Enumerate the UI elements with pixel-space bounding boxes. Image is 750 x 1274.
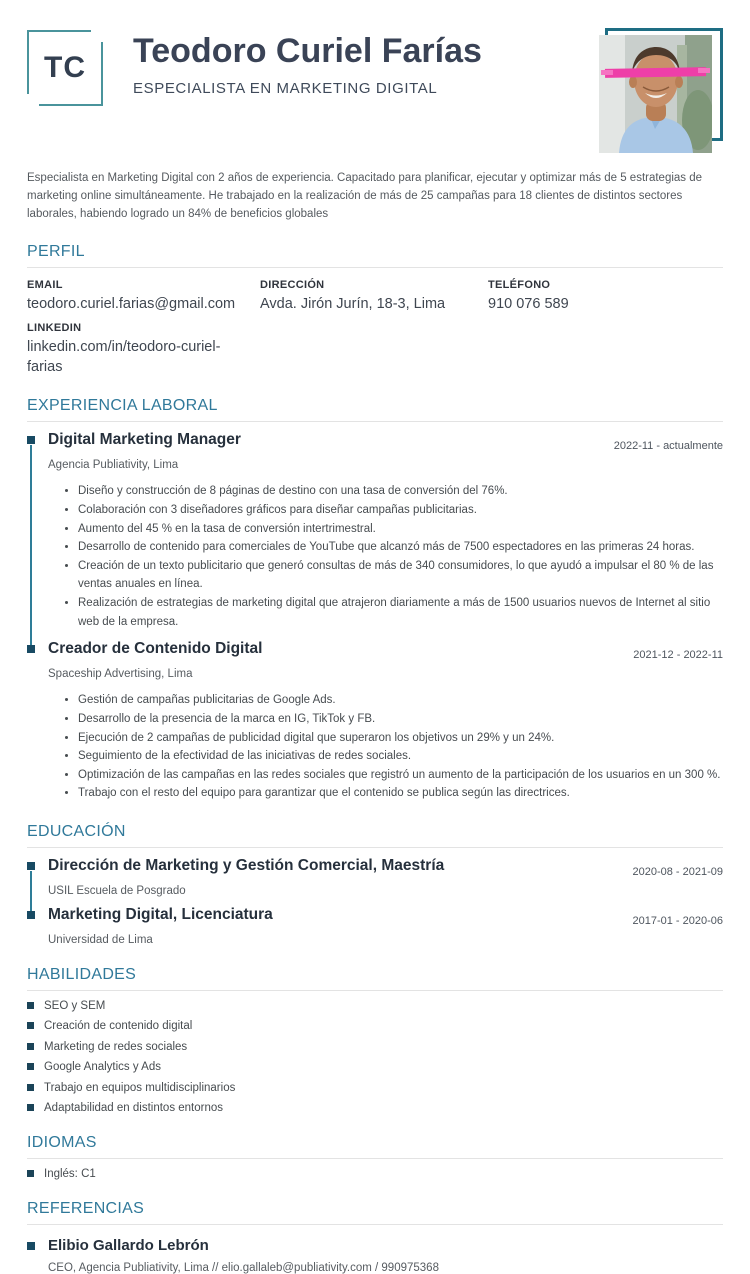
- job-title: Creador de Contenido Digital: [48, 640, 263, 658]
- perfil-col-direccion: [260, 279, 488, 377]
- skill-item: [27, 1061, 723, 1073]
- job-title: Digital Marketing Manager: [48, 431, 241, 449]
- header: [27, 22, 723, 153]
- education-entries: [27, 857, 723, 946]
- timeline-marker: [27, 862, 35, 870]
- job-company: Agencia Publiativity, Lima: [48, 459, 179, 472]
- direccion-value: Avda. Jirón Jurín, 18-3, Lima: [260, 296, 446, 313]
- candidate-name: Teodoro Curiel Farías: [133, 32, 482, 70]
- candidate-title: ESPECIALISTA EN MARKETING DIGITAL: [133, 80, 438, 98]
- section-heading-idiomas: IDIOMAS: [27, 1134, 723, 1159]
- skill-label: Adaptabilidad en distintos entornos: [44, 1102, 224, 1115]
- education-entry: [27, 906, 723, 946]
- skill-label: Marketing de redes sociales: [44, 1040, 188, 1053]
- reference-name: Elibio Gallardo Lebrón: [48, 1236, 209, 1254]
- skill-label: SEO y SEM: [44, 999, 106, 1012]
- square-bullet-icon: [27, 1170, 34, 1177]
- square-bullet-icon: [27, 1002, 34, 1009]
- telefono-value: 910 076 589: [488, 296, 569, 313]
- direccion-label: DIRECCIÓN: [260, 279, 325, 292]
- section-heading-educacion: EDUCACIÓN: [27, 823, 723, 848]
- job-bullet: • Creación de un texto publicitario que generó consultas de más de 340 consumidores, lo que ayudó a impulsar el 80 % de las ventas anuales en línea.: [78, 557, 723, 594]
- skill-label: Google Analytics y Ads: [44, 1061, 161, 1074]
- job-bullet: • Trabajo con el resto del equipo para garantizar que el contenido se publica según las directrices.: [78, 784, 723, 803]
- section-heading-habilidades: HABILIDADES: [27, 966, 723, 991]
- square-bullet-icon: [27, 1084, 34, 1091]
- degree-school: USIL Escuela de Posgrado: [48, 885, 186, 898]
- job-company: Spaceship Advertising, Lima: [48, 668, 193, 681]
- monogram-bracket-bottom-right: [39, 42, 103, 106]
- job-bullet: • Ejecución de 2 campañas de publicidad digital que superaron los objetivos un 29% y un 24%.: [78, 729, 723, 748]
- perfil-grid: [27, 279, 723, 377]
- square-bullet-icon: [27, 1022, 34, 1029]
- job-bullet: • Diseño y construcción de 8 páginas de destino con una tasa de conversión del 76%.: [78, 482, 723, 501]
- skill-item: [27, 1102, 723, 1114]
- square-bullet-icon: [27, 1104, 34, 1111]
- job-bullet: • Seguimiento de la efectividad de las iniciativas de redes sociales.: [78, 747, 723, 766]
- skill-item: [27, 1082, 723, 1094]
- avatar-illustration: [599, 35, 712, 153]
- timeline-marker: [27, 1242, 35, 1250]
- reference-entry: [27, 1237, 723, 1274]
- profile-summary: Especialista en Marketing Digital con 2 años de experiencia. Capacitado para planificar, ejecutar y optimizar más de 5 estrategias de marketing online simultáneamente. He trabajado en la realización de más de 25 campañas para 18 clientes de distintos sectores laborales, habiendo logrado un 84% de beneficios globales: [27, 172, 703, 220]
- photo-image: [599, 35, 712, 153]
- job-bullet: • Aumento del 45 % en la tasa de conversión intertrimestral.: [78, 520, 723, 539]
- degree-title: Dirección de Marketing y Gestión Comercial, Maestría: [48, 857, 445, 875]
- square-bullet-icon: [27, 1063, 34, 1070]
- job-bullet: • Desarrollo de contenido para comerciales de YouTube que alcanzó más de 7500 espectadores en las primeras 24 horas.: [78, 538, 723, 557]
- experience-entry: [27, 640, 723, 803]
- skill-item: [27, 1000, 723, 1012]
- skill-item: [27, 1041, 723, 1053]
- skills-list: [27, 1000, 723, 1115]
- job-bullet-list: [48, 482, 723, 631]
- perfil-col-email: [27, 279, 260, 377]
- monogram-logo: [27, 30, 103, 106]
- job-bullet: • Realización de estrategias de marketing digital que atrajeron diariamente a más de 1500 usuarios nuevos de Internet al sitio web de la empresa.: [78, 594, 723, 631]
- section-heading-perfil: PERFIL: [27, 243, 723, 268]
- languages-list: [27, 1168, 723, 1180]
- monogram-initials: TC: [44, 51, 86, 84]
- degree-dates: 2020-08 - 2021-09: [632, 866, 723, 879]
- job-bullet-list: [48, 691, 723, 803]
- education-entry: [27, 857, 723, 897]
- job-bullet: • Colaboración con 3 diseñadores gráficos para diseñar campañas publicitarias.: [78, 501, 723, 520]
- square-bullet-icon: [27, 1043, 34, 1050]
- job-dates: 2022-11 - actualmente: [613, 440, 723, 453]
- email-value: teodoro.curiel.farias@gmail.com: [27, 296, 236, 313]
- language-label: Inglés: C1: [44, 1167, 96, 1180]
- skill-item: [27, 1020, 723, 1032]
- linkedin-label: LINKEDIN: [27, 321, 82, 334]
- skill-label: Creación de contenido digital: [44, 1020, 193, 1033]
- telefono-label: TELÉFONO: [488, 279, 551, 292]
- job-bullet: • Desarrollo de la presencia de la marca en IG, TikTok y FB.: [78, 710, 723, 729]
- degree-school: Universidad de Lima: [48, 934, 153, 947]
- timeline-marker: [27, 645, 35, 653]
- timeline-marker: [27, 911, 35, 919]
- section-heading-referencias: REFERENCIAS: [27, 1200, 723, 1225]
- job-dates: 2021-12 - 2022-11: [633, 649, 723, 662]
- name-block: [133, 32, 597, 97]
- job-bullet: • Gestión de campañas publicitarias de Google Ads.: [78, 691, 723, 710]
- degree-title: Marketing Digital, Licenciatura: [48, 906, 273, 924]
- experience-entry: [27, 431, 723, 631]
- reference-details: CEO, Agencia Publiativity, Lima // elio.gallaleb@publiativity.com / 990975368: [48, 1261, 439, 1274]
- degree-dates: 2017-01 - 2020-06: [632, 915, 723, 928]
- email-label: EMAIL: [27, 279, 63, 292]
- experience-entries: [27, 431, 723, 803]
- linkedin-value: linkedin.com/in/teodoro-curiel-farias: [27, 338, 221, 376]
- timeline-marker: [27, 436, 35, 444]
- skill-label: Trabajo en equipos multidisciplinarios: [44, 1081, 236, 1094]
- perfil-col-telefono: [488, 279, 723, 377]
- section-heading-experiencia: EXPERIENCIA LABORAL: [27, 397, 723, 422]
- language-item: [27, 1168, 723, 1180]
- profile-photo: [597, 22, 723, 153]
- job-bullet: • Optimización de las campañas en las redes sociales que registró un aumento de la participación de los usuarios en un 300 %.: [78, 766, 723, 785]
